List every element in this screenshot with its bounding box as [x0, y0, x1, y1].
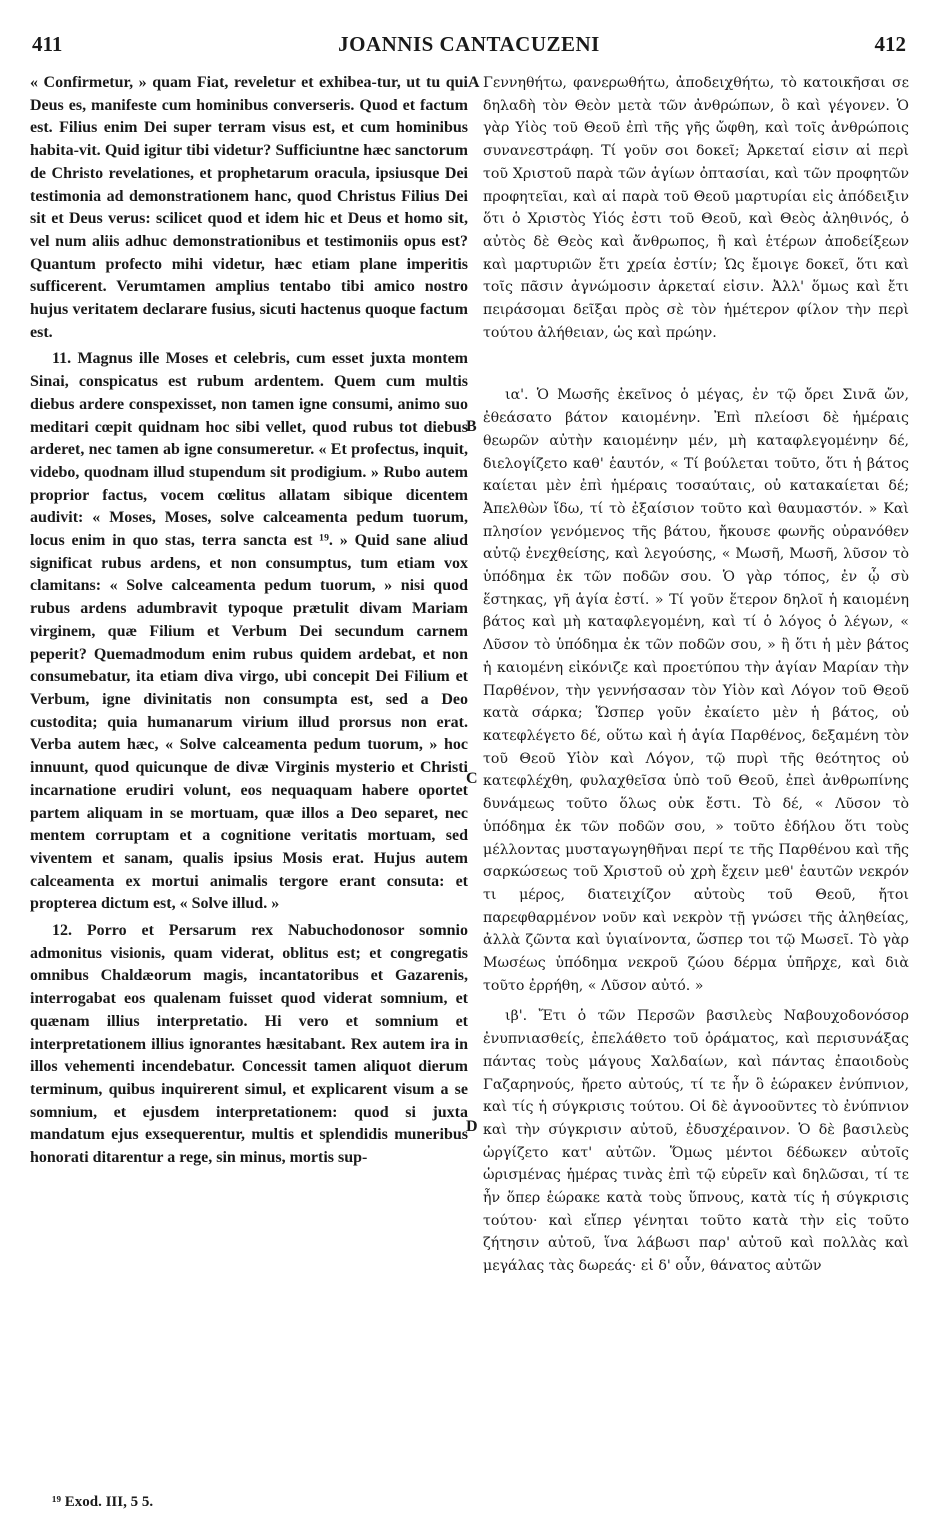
- latin-paragraph-intro: « Confirmetur, » quam Fiat, reveletur et exhibea-tur, ut tu qui Deus es, manifeste cum hominibus converseris. Quod et factum est. Filius enim Dei super terram visus est, et cum hominibus habita-vit. Quid igitur tibi videtur? Sufficiuntne hæc sanctorum de Christo revelationes, et prophetarum oracula, ipsiusque Dei testimonia ad demonstrationem hanc, quod Christus Filius Dei sit et Deus verus: scilicet quod et idem hic et Deus et homo sit, vel num aliis adhuc demonstrationibus et testimoniis opus est? Quantum profecto mihi videtur, hæc etiam plane imperitis sufficerent. Verumtamen amplius tentabo tibi amico nostro hujus veritatem declarare fusius, sicuti hactenus quoque factum est.: [30, 74, 468, 341]
- greek-column: [483, 72, 909, 1278]
- latin-paragraph-12: 12. Porro et Persarum rex Nabuchodonosor somnio admonitus visionis, quam viderat, oblitus est; et congregatis omnibus Chaldæorum magis, incantatoribus et Gazarenis, interrogabat eos qualenam fuisset quod viderat somnium, et quænam illius interpretatio. Hi vero et somnium et interpretationem illius ignorantes hæsitabant. Rex autem ira in illos vehementi incendebatur. Concessit tamen aliquot dierum terminum, quibus inquirerent simul, et explicarent visum a se somnium, et ejusdem interpretationem: quod si juxta mandatum ejus exsequerentur, multis et splendidis muneribus honorati ditarentur a rege, sin minus, mortis sup-: [30, 922, 468, 1167]
- running-title: JOANNIS CANTACUZENI: [338, 32, 600, 56]
- latin-paragraph-11: 11. Magnus ille Moses et celebris, cum esset juxta montem Sinai, conspicatus est rubum ardentem. Quem cum multis diebus ardere conspexisset, non tamen igne consumi, animo suo meditari cœpit quidnam hoc sibi vellet, quod rubus tot diebus arderet, nec tamen ab igne consumeretur. « Et profectus, inquit, videbo, quodnam illud stupendum sit prodigium. » Rubo autem proprior factus, vocem cœlitus allatam sibique dicentem audivit: « Moses, Moses, solve calceamenta pedum tuorum, locus enim in quo stas, terra sancta est ¹⁹. » Quid sane aliud significat rubus ardens, et non consumptus, tum etiam vox clamitans: « Solve calceamenta pedum tuorum, » nisi quod rubus ardens adumbravit typoque prætulit divam Mariam virginem, quæ Filium et Verbum Dei secundum carnem peperit? Quemadmodum enim rubus quidem ardebat, et non consumebatur, ita etiam diva virgo, ubi concepit Dei Filium et Verbum, igne divinitatis non consumpta est, sed a Deo custodita; quia humanarum virium illud prorsus non erat. Verba autem hæc, « Solve calceamenta pedum tuorum, » hoc innuunt, quod quicunque de divæ Virginis mysterio et Christi incarnatione erudiri volunt, eos nequaquam habere oportet partem aliquam in se mortuam, quæ illos a Deo separet, nec mentem corruptam et a cognitione veritatis mortuam, sed viventem et sanam, qualis ipsius Mosis erat. Hujus autem calceamenta ex mortui animalis tergore erant consuta: et propterea dictum est, « Solve illud. »: [30, 350, 468, 913]
- page-number-right: 412: [874, 32, 906, 56]
- footnote: ¹⁹ Exod. III, 5 5.: [52, 1494, 154, 1510]
- margin-letter-b: B: [466, 418, 477, 435]
- page-number-left: 411: [32, 32, 63, 56]
- greek-paragraph-12: ιβ'. Ἔτι ὁ τῶν Περσῶν βασιλεὺς Ναβουχοδονόσορ ἐνυπνιασθείς, ἐπελάθετο τοῦ ὁράματος, καὶ περισυνάξας πάντας τοὺς μάγους Χαλδαίων, καὶ πάντας ἐπαοιδοὺς Γαζαρηνούς, ἤρετο αὐτούς, τί τε ἦν ὃ ἑώρακεν ἐνύπνιον, καὶ τίς ἡ σύγκρισις τούτου. Οἱ δὲ ἀγνοοῦντες τὸ ἐνύπνιον καὶ τὴν σύγκρισιν αὐτοῦ, ἐδυσχέραινον. Ὁ δὲ βασιλεὺς ὠργίζετο κατ' αὐτῶν. Ὅμως μέντοι δέδωκεν αὐτοῖς ὡρισμένας ἡμέρας τινὰς ἐπὶ τῷ εὑρεῖν καὶ δηλῶσαι, τί τε ἦν ὅπερ ἑώρακε κατὰ τοὺς ὕπνους, κατὰ τίς ἡ σύγκρισις τούτου· καὶ εἴπερ γένηται τοῦτο κατὰ τὴν εἰς τοῦτο ζήτησιν αὐτοῦ, ἵνα λάβωσι παρ' αὐτοῦ καὶ πολλὰς καὶ μεγάλας τὰς δωρεάς· εἰ δ' οὖν, θάνατος αὐτῶν: [483, 1008, 909, 1275]
- latin-column: [30, 72, 468, 1170]
- margin-letter-c: C: [466, 770, 478, 787]
- greek-paragraph-11: ια'. Ὁ Μωσῆς ἐκεῖνος ὁ μέγας, ἐν τῷ ὄρει Σινᾶ ὤν, ἐθεάσατο βάτον καιομένην. Ἐπὶ πλείοσι δὲ ἡμέραις θεωρῶν αὐτὴν καιομένην μέν, μὴ καταφλεγομένην δέ, διελογίζετο καθ' ἑαυτόν, « Τί βούλεται τοῦτο, ὅτι ἡ βάτος καίεται μὲν ἐπὶ ἡμέραις τοσαύταις, οὐ κατακαίεται δέ; Ἀπελθὼν ἴδω, τί τὸ ἐξαίσιον τοῦτο καὶ θαυμαστόν. » Καὶ πλησίον γενόμενος τῆς βάτου, ἤκουσε φωνῆς οὐρανόθεν αὐτῷ ἐνεχθείσης, καὶ λεγούσης, « Μωσῆ, Μωσῆ, λῦσον τὸ ὑπόδημα ἐκ τῶν ποδῶν σου. Ὁ γὰρ τόπος, ἐν ᾧ σὺ ἕστηκας, γῆ ἁγία ἐστί. » Τί γοῦν ἕτερον δηλοῖ ἡ καιομένη βάτος καὶ μὴ καταφλεγομένη, καὶ τί ὁ λόγος ὁ λέγων, « Λῦσον τὸ ὑπόδημα ἐκ τῶν ποδῶν σου, » ἢ ὅτι ἡ μὲν βάτος ἡ καιομένη εἰκόνιζε καὶ προετύπου τὴν ἁγίαν Μαρίαν τὴν Παρθένον, τὴν γεννήσασαν τὸν Υἱὸν καὶ Λόγον τοῦ Θεοῦ κατὰ σάρκα; Ὥσπερ γοῦν ἐκαίετο μὲν ἡ βάτος, οὐ κατεφλέγετο δέ, οὕτω καὶ ἡ ἁγία Παρθένος, δεξαμένη τὸν τοῦ Θεοῦ Υἱὸν καὶ Λόγον, τῷ πυρὶ τῆς θεότητος οὐ κατεφλέχθη, φυλαχθεῖσα ὑπὸ τοῦ Θεοῦ, ἐπεὶ ἀνθρωπίνης δυνάμεως τοῦτο ὅλως οὐκ ἔστι. Τὸ δέ, « Λῦσον τὸ ὑπόδημα ἐκ τῶν ποδῶν σου, » τοῦτο ἐδήλου ὅτι τοὺς μέλλοντας μυσταγωγηθῆναι περί τε τῆς Παρθένου καὶ τῆς σαρκώσεως τοῦ Χριστοῦ οὐ χρὴ ἔχειν μεθ' ἑαυτῶν νεκρόν τι μέρος, διατειχίζον αὐτοὺς τοῦ Θεοῦ, ἤτοι παρεφθαρμένον νοῦν καὶ νεκρὸν τῇ γνώσει τῆς ἀληθείας, ἀλλὰ ζῶντα καὶ ὑγιαίνοντα, ὥσπερ τοι τῷ Μωσεῖ. Τὸ γὰρ Μωσέως ὑπόδημα νεκροῦ ζώου δέρμα ὑπῆρχε, καὶ διὰ τοῦτο ἐρρήθη, « Λῦσον αὐτό. »: [483, 387, 909, 994]
- greek-paragraph-intro: Γεννηθήτω, φανερωθήτω, ἀποδειχθήτω, τὸ κατοικῆσαι σε δηλαδὴ τὸν Θεὸν μετὰ τῶν ἀνθρώπων, ὃ καὶ γέγονεν. Ὁ γὰρ Υἱὸς τοῦ Θεοῦ ἐπὶ τῆς γῆς ὤφθη, καὶ τοῖς ἀνθρώποις συνανεστράφη. Τί γοῦν σοι δοκεῖ; Ἀρκεταί εἰσιν αἱ περὶ τοῦ Χριστοῦ παρὰ τῶν ἁγίων ὀπτασίαι, καὶ τῶν προφητῶν προφητεῖαι, καὶ αἱ παρὰ τοῦ Θεοῦ μαρτυρίαι εἰς ἀπόδειξιν ὅτι ὁ Χριστὸς Υἱός ἐστι τοῦ Θεοῦ, καὶ Θεὸς ἀληθινός, ὁ αὐτὸς δὲ Θεὸς καὶ ἄνθρωπος, ἢ καὶ ἑτέρων ἀποδείξεων καὶ μαρτυριῶν ἔτι χρεία ἐστίν; Ὡς ἔμοιγε δοκεῖ, ὅτι καὶ τοῖς πᾶσιν ἀγνώμοσιν ἀρκεταί εἰσιν. Ἀλλ' ὅμως καὶ ἔτι πειράσομαι δεῖξαι πρὸς σὲ τὸν ἡμέτερον φίλον τὴν περὶ τούτου ἀλήθειαν, ὡς καὶ πρώην.: [483, 75, 909, 341]
- margin-letter-a: A: [468, 74, 480, 91]
- running-header: [30, 28, 908, 62]
- margin-letter-d: D: [466, 1118, 478, 1135]
